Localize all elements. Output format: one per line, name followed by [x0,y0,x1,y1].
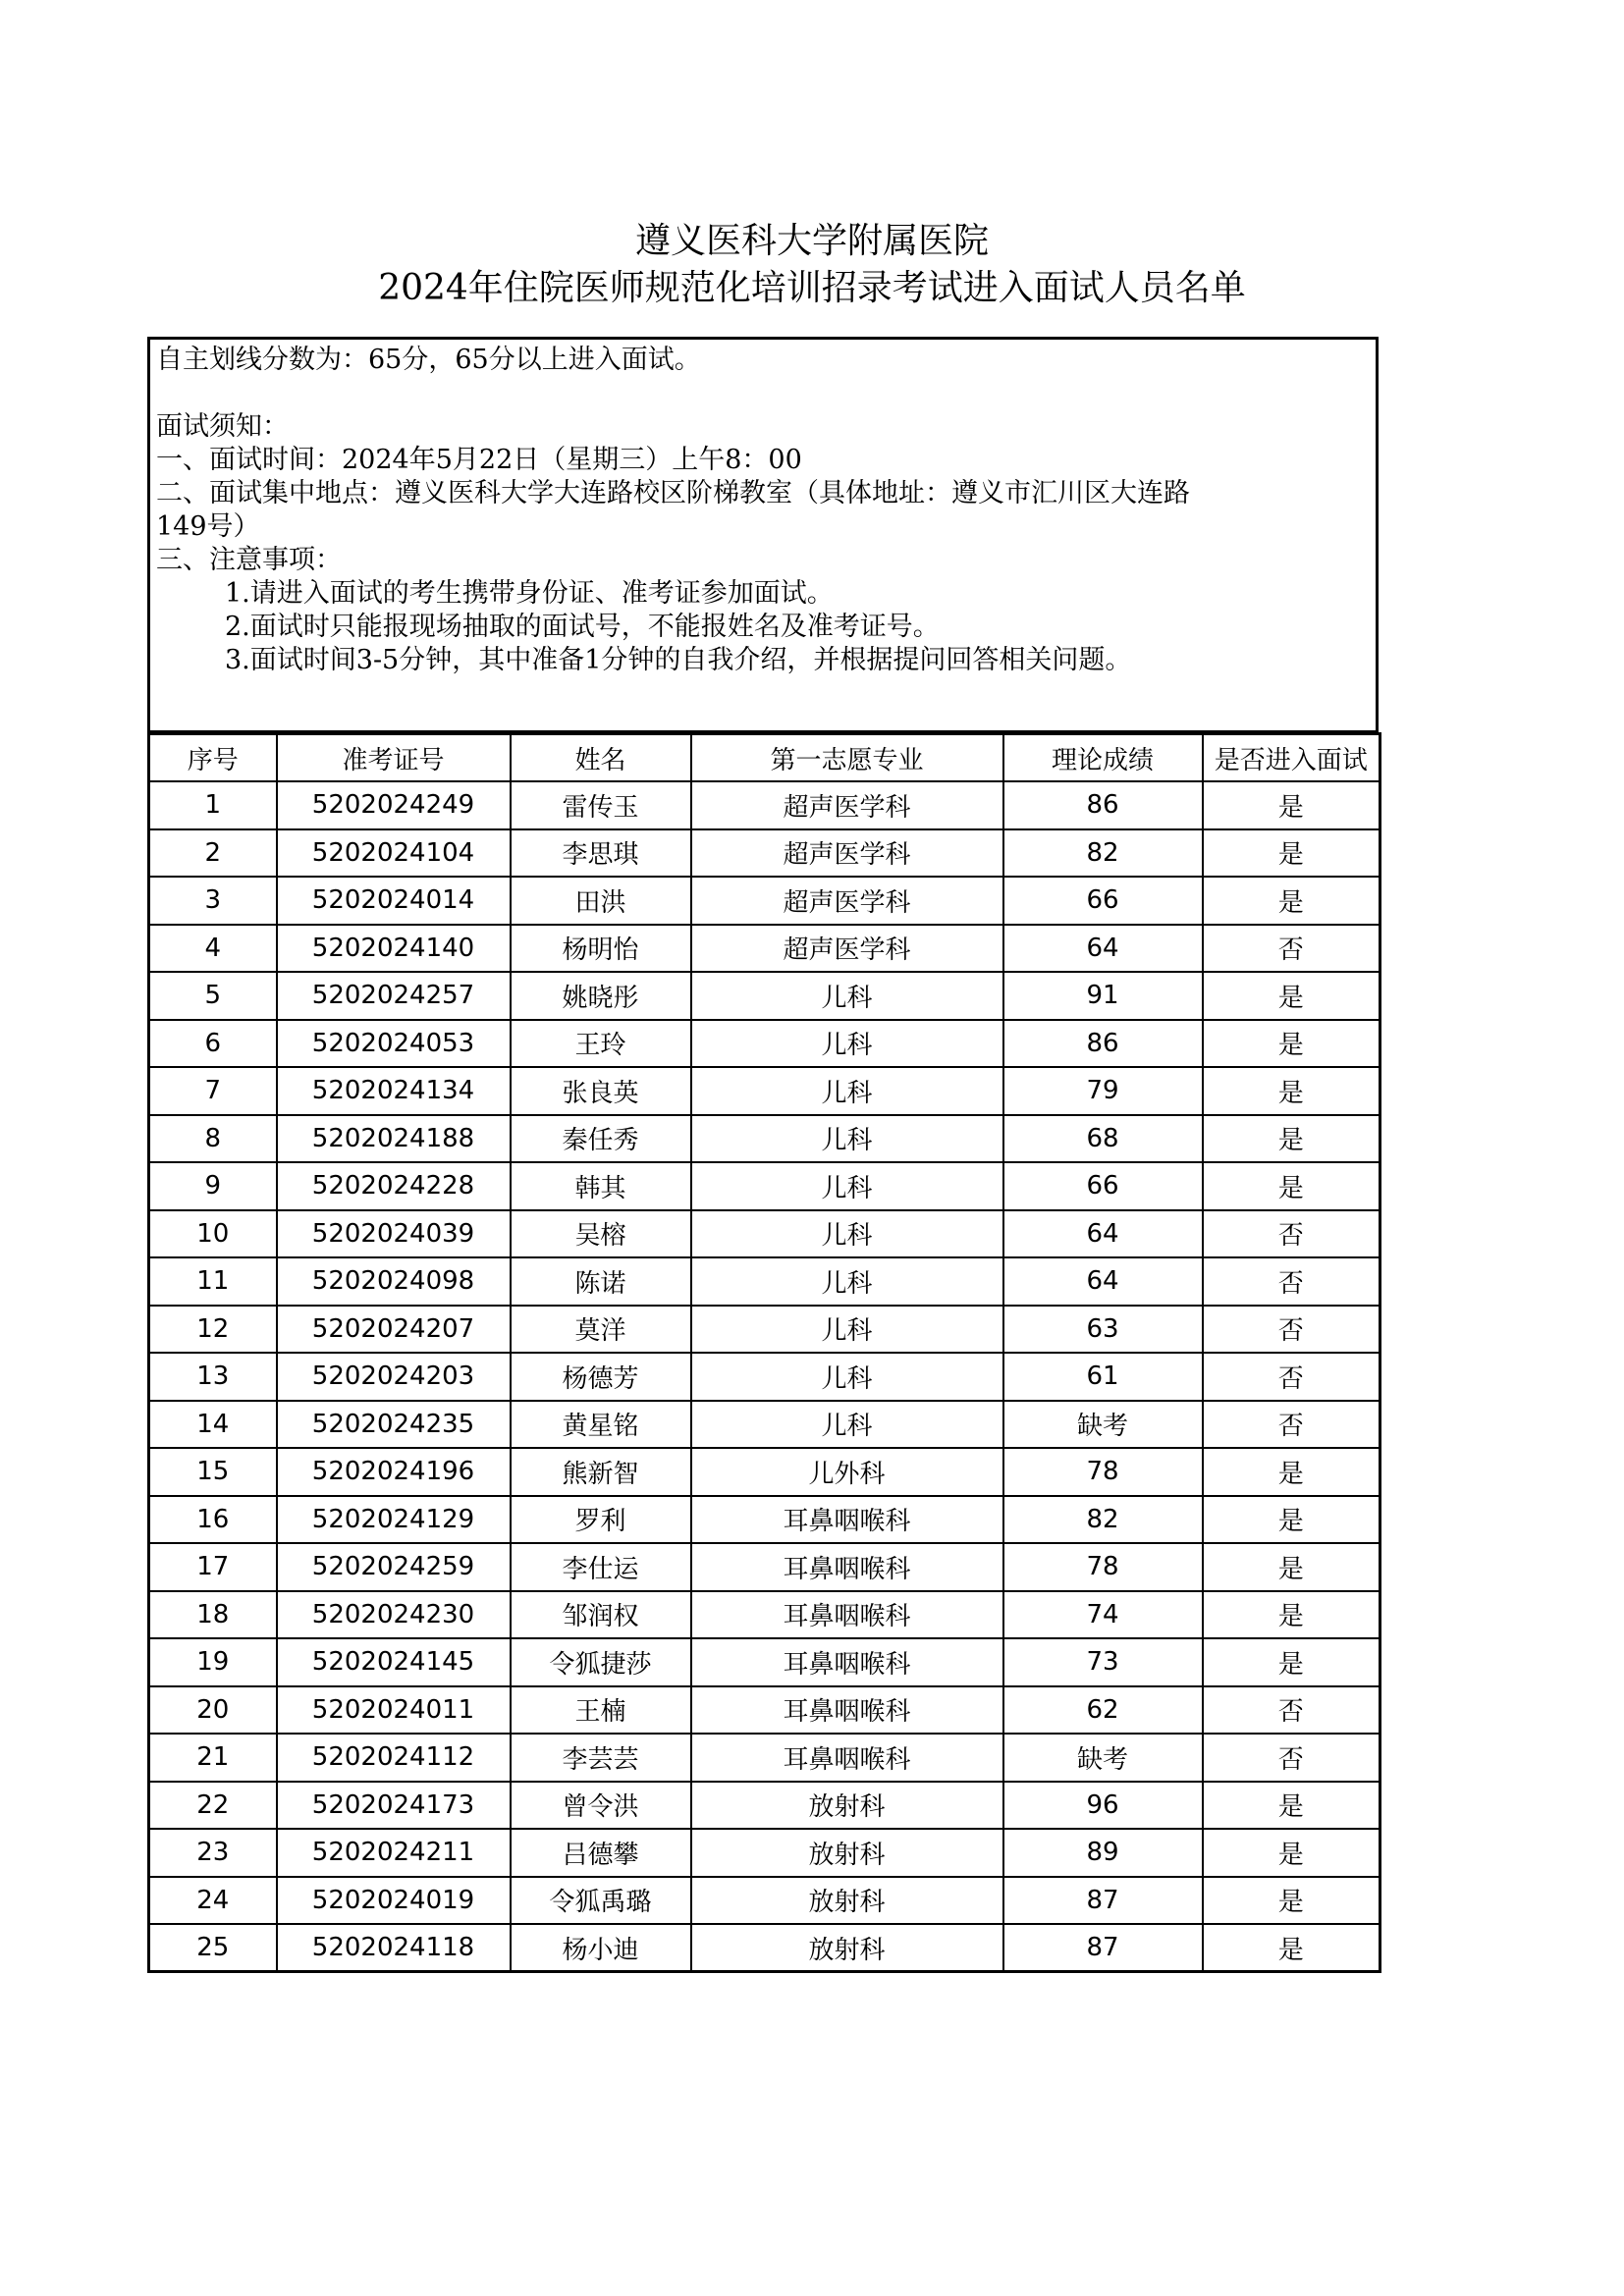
cell-col-seq: 8 [149,1115,277,1163]
table-row [149,1401,1380,1449]
cell-col-score: 66 [1003,877,1203,925]
cell-col-exam-id: 5202024019 [277,1877,511,1925]
cell-col-major: 耳鼻咽喉科 [691,1638,1003,1686]
cell-col-interview: 是 [1203,1924,1380,1972]
cell-col-interview: 否 [1203,1686,1380,1735]
header-col-major: 第一志愿专业 [691,734,1003,782]
cell-col-name: 杨德芳 [511,1353,691,1401]
interview-place-cont: 149号） [156,511,260,542]
interview-place: 二、面试集中地点：遵义医科大学大连路校区阶梯教室（具体地址：遵义市汇川区大连路 [156,478,1190,508]
cell-col-score: 缺考 [1003,1734,1203,1782]
table-row [149,1591,1380,1639]
header-col-score: 理论成绩 [1003,734,1203,782]
table-row [149,1686,1380,1735]
cell-col-seq: 14 [149,1401,277,1449]
cell-col-score: 64 [1003,1210,1203,1258]
cell-col-major: 儿科 [691,1306,1003,1354]
cell-col-exam-id: 5202024211 [277,1829,511,1877]
cell-col-name: 令狐捷莎 [511,1638,691,1686]
cell-col-exam-id: 5202024249 [277,781,511,829]
cell-col-score: 78 [1003,1448,1203,1496]
table-row [149,781,1380,829]
cutoff-score-text: 自主划线分数为：65分，65分以上进入面试。 [156,345,701,375]
cell-col-seq: 9 [149,1162,277,1210]
cell-col-major: 儿科 [691,1067,1003,1115]
cell-col-interview: 是 [1203,877,1380,925]
table-row [149,1829,1380,1877]
cell-col-score: 61 [1003,1353,1203,1401]
cell-col-interview: 是 [1203,1020,1380,1068]
table-row [149,1734,1380,1782]
cell-col-seq: 15 [149,1448,277,1496]
cell-col-major: 耳鼻咽喉科 [691,1543,1003,1591]
table-row [149,1353,1380,1401]
cell-col-name: 王玲 [511,1020,691,1068]
notice-item-3: 3.面试时间3-5分钟，其中准备1分钟的自我介绍，并根据提问回答相关问题。 [225,645,1132,675]
header-col-interview: 是否进入面试 [1203,734,1380,782]
cell-col-seq: 22 [149,1782,277,1830]
interview-time: 一、面试时间：2024年5月22日（星期三）上午8：00 [156,445,802,475]
cell-col-name: 韩其 [511,1162,691,1210]
cell-col-interview: 是 [1203,972,1380,1020]
cell-col-name: 邹润权 [511,1591,691,1639]
table-row [149,1638,1380,1686]
cell-col-interview: 是 [1203,1829,1380,1877]
cell-col-major: 儿科 [691,1020,1003,1068]
cell-col-interview: 否 [1203,1353,1380,1401]
cell-col-interview: 是 [1203,1591,1380,1639]
cell-col-interview: 是 [1203,1115,1380,1163]
table-row [149,877,1380,925]
table-row [149,1257,1380,1306]
cell-col-seq: 20 [149,1686,277,1735]
cell-col-exam-id: 5202024053 [277,1020,511,1068]
cell-col-score: 66 [1003,1162,1203,1210]
cell-col-exam-id: 5202024039 [277,1210,511,1258]
cell-col-interview: 是 [1203,1782,1380,1830]
cell-col-name: 雷传玉 [511,781,691,829]
table-row [149,1115,1380,1163]
cell-col-exam-id: 5202024112 [277,1734,511,1782]
cell-col-name: 杨明怡 [511,925,691,973]
cell-col-exam-id: 5202024098 [277,1257,511,1306]
cell-col-exam-id: 5202024235 [277,1401,511,1449]
header-col-name: 姓名 [511,734,691,782]
cell-col-exam-id: 5202024196 [277,1448,511,1496]
notice-heading: 面试须知： [156,411,289,442]
cell-col-major: 耳鼻咽喉科 [691,1734,1003,1782]
cell-col-name: 张良英 [511,1067,691,1115]
cell-col-score: 79 [1003,1067,1203,1115]
cell-col-exam-id: 5202024134 [277,1067,511,1115]
cell-col-name: 令狐禹璐 [511,1877,691,1925]
cell-col-name: 吕德攀 [511,1829,691,1877]
cell-col-major: 儿科 [691,1115,1003,1163]
cell-col-major: 超声医学科 [691,829,1003,878]
cell-col-major: 放射科 [691,1877,1003,1925]
cell-col-seq: 18 [149,1591,277,1639]
cell-col-name: 莫洋 [511,1306,691,1354]
notice-item-1: 1.请进入面试的考生携带身份证、准考证参加面试。 [225,578,834,609]
notice-item-2: 2.面试时只能报现场抽取的面试号，不能报姓名及准考证号。 [225,612,940,642]
cell-col-name: 黄星铭 [511,1401,691,1449]
cell-col-score: 73 [1003,1638,1203,1686]
cell-col-seq: 2 [149,829,277,878]
cell-col-score: 63 [1003,1306,1203,1354]
cell-col-exam-id: 5202024259 [277,1543,511,1591]
cell-col-exam-id: 5202024228 [277,1162,511,1210]
cell-col-name: 李仕运 [511,1543,691,1591]
cell-col-major: 儿科 [691,972,1003,1020]
cell-col-seq: 19 [149,1638,277,1686]
cell-col-score: 86 [1003,781,1203,829]
cell-col-name: 杨小迪 [511,1924,691,1972]
cell-col-exam-id: 5202024207 [277,1306,511,1354]
cell-col-major: 耳鼻咽喉科 [691,1686,1003,1735]
cell-col-exam-id: 5202024011 [277,1686,511,1735]
cell-col-interview: 否 [1203,925,1380,973]
cell-col-interview: 否 [1203,1401,1380,1449]
cell-col-seq: 24 [149,1877,277,1925]
document-subtitle: 2024年住院医师规范化培训招录考试进入面试人员名单 [378,268,1246,308]
table-row [149,1306,1380,1354]
table-row [149,972,1380,1020]
cell-col-exam-id: 5202024118 [277,1924,511,1972]
cell-col-seq: 23 [149,1829,277,1877]
table-row [149,1448,1380,1496]
cell-col-exam-id: 5202024230 [277,1591,511,1639]
cell-col-interview: 否 [1203,1210,1380,1258]
cell-col-interview: 是 [1203,781,1380,829]
cell-col-name: 曾令洪 [511,1782,691,1830]
document-title: 遵义医科大学附属医院 [634,221,989,261]
header-col-exam-id: 准考证号 [277,734,511,782]
cell-col-name: 罗利 [511,1496,691,1544]
cell-col-exam-id: 5202024140 [277,925,511,973]
cell-col-score: 87 [1003,1924,1203,1972]
cell-col-major: 放射科 [691,1924,1003,1972]
cell-col-interview: 是 [1203,1162,1380,1210]
cell-col-seq: 6 [149,1020,277,1068]
cell-col-seq: 17 [149,1543,277,1591]
cell-col-major: 超声医学科 [691,925,1003,973]
table-row [149,925,1380,973]
cell-col-score: 64 [1003,925,1203,973]
cell-col-major: 超声医学科 [691,877,1003,925]
cell-col-exam-id: 5202024104 [277,829,511,878]
cell-col-name: 李思琪 [511,829,691,878]
cell-col-interview: 是 [1203,1543,1380,1591]
cell-col-major: 超声医学科 [691,781,1003,829]
table-row [149,1877,1380,1925]
cell-col-score: 82 [1003,1496,1203,1544]
cell-col-major: 放射科 [691,1829,1003,1877]
cell-col-exam-id: 5202024145 [277,1638,511,1686]
cell-col-interview: 否 [1203,1734,1380,1782]
table-row [149,1543,1380,1591]
cell-col-interview: 否 [1203,1306,1380,1354]
cell-col-score: 87 [1003,1877,1203,1925]
cell-col-score: 89 [1003,1829,1203,1877]
candidate-table [147,732,1381,1973]
cell-col-exam-id: 5202024188 [277,1115,511,1163]
cell-col-exam-id: 5202024173 [277,1782,511,1830]
cell-col-exam-id: 5202024203 [277,1353,511,1401]
cell-col-seq: 1 [149,781,277,829]
cell-col-name: 吴榕 [511,1210,691,1258]
cell-col-score: 74 [1003,1591,1203,1639]
cell-col-seq: 3 [149,877,277,925]
cell-col-major: 耳鼻咽喉科 [691,1591,1003,1639]
cell-col-score: 91 [1003,972,1203,1020]
cell-col-major: 儿科 [691,1162,1003,1210]
cell-col-score: 缺考 [1003,1401,1203,1449]
cell-col-name: 熊新智 [511,1448,691,1496]
cell-col-interview: 是 [1203,1877,1380,1925]
cell-col-seq: 13 [149,1353,277,1401]
cell-col-seq: 25 [149,1924,277,1972]
cell-col-name: 陈诺 [511,1257,691,1306]
cell-col-score: 68 [1003,1115,1203,1163]
table-row [149,829,1380,878]
table-header-row [149,734,1380,782]
table-body [149,781,1380,1972]
cell-col-score: 78 [1003,1543,1203,1591]
table-row [149,1496,1380,1544]
cell-col-seq: 12 [149,1306,277,1354]
cell-col-name: 王楠 [511,1686,691,1735]
cell-col-exam-id: 5202024129 [277,1496,511,1544]
cell-col-major: 放射科 [691,1782,1003,1830]
cell-col-name: 田洪 [511,877,691,925]
cell-col-score: 64 [1003,1257,1203,1306]
cell-col-seq: 21 [149,1734,277,1782]
cell-col-exam-id: 5202024257 [277,972,511,1020]
cell-col-seq: 11 [149,1257,277,1306]
cell-col-score: 82 [1003,829,1203,878]
cell-col-interview: 是 [1203,829,1380,878]
cell-col-interview: 是 [1203,1448,1380,1496]
cell-col-interview: 是 [1203,1638,1380,1686]
header-col-seq: 序号 [149,734,277,782]
cell-col-name: 秦任秀 [511,1115,691,1163]
items-heading: 三、注意事项： [156,545,342,575]
cell-col-seq: 4 [149,925,277,973]
table-row [149,1924,1380,1972]
table-row [149,1020,1380,1068]
cell-col-seq: 5 [149,972,277,1020]
table-row [149,1210,1380,1258]
cell-col-interview: 否 [1203,1257,1380,1306]
cell-col-exam-id: 5202024014 [277,877,511,925]
cell-col-seq: 16 [149,1496,277,1544]
cell-col-major: 耳鼻咽喉科 [691,1496,1003,1544]
cell-col-major: 儿外科 [691,1448,1003,1496]
cell-col-name: 李芸芸 [511,1734,691,1782]
cell-col-major: 儿科 [691,1353,1003,1401]
cell-col-score: 96 [1003,1782,1203,1830]
cell-col-score: 86 [1003,1020,1203,1068]
cell-col-major: 儿科 [691,1401,1003,1449]
cell-col-interview: 是 [1203,1067,1380,1115]
cell-col-major: 儿科 [691,1257,1003,1306]
cell-col-name: 姚晓彤 [511,972,691,1020]
cell-col-major: 儿科 [691,1210,1003,1258]
cell-col-interview: 是 [1203,1496,1380,1544]
cell-col-seq: 10 [149,1210,277,1258]
notice-box [147,337,1379,733]
table-row [149,1782,1380,1830]
table-row [149,1067,1380,1115]
table-row [149,1162,1380,1210]
cell-col-score: 62 [1003,1686,1203,1735]
cell-col-seq: 7 [149,1067,277,1115]
